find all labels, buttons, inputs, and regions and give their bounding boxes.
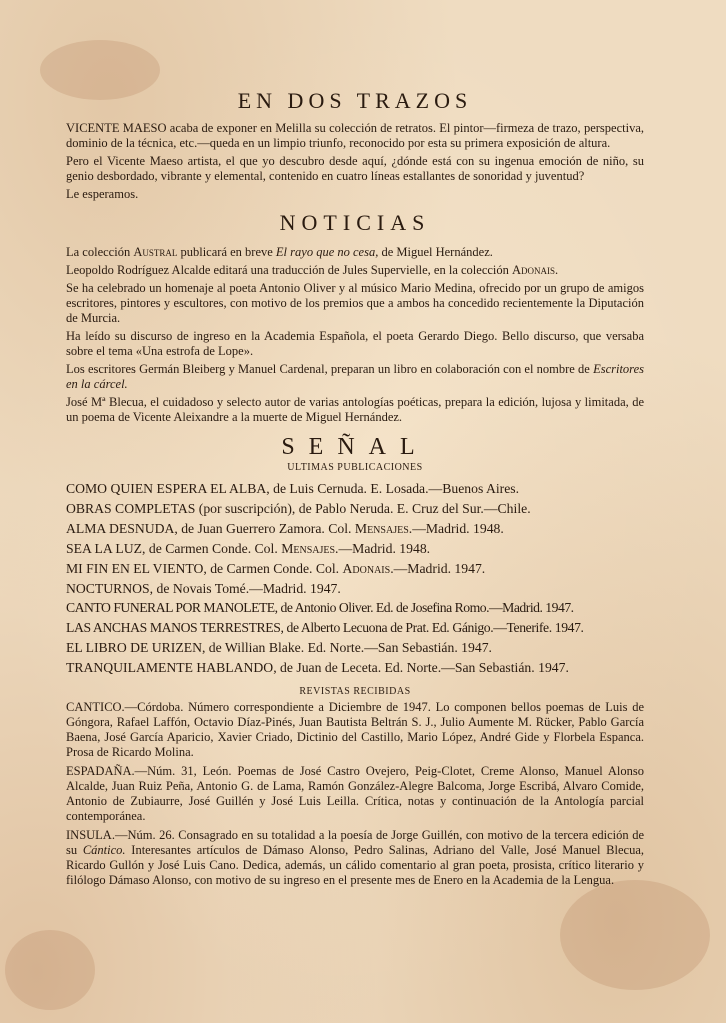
magazine-item: ESPADAÑA.—Núm. 31, León. Poemas de José Castro Ovejero, Peig-Clotet, Creme Alonso, Manuel Alonso Alcalde, Juan Ruiz Peña, Antonio G. de Lama, Ramón González-Alegre Balcoma, Jorge Escribá, Alvaro Comide, Antonio de Zubiaurre, José Guillén y José Luis Leilla. Crítica, notas y continuación de la Antología parcial contemporánea. [66, 764, 644, 824]
book-title: Cántico. [82, 843, 126, 858]
section-title-trazos: EN DOS TRAZOS [237, 88, 473, 113]
news-text: Leopoldo Rodríguez Alcalde editará una traducción de Jules Supervielle, en la colección [66, 263, 513, 277]
publication-text: LAS ANCHAS MANOS TERRESTRES, de Alberto Lecuona de Prat. Ed. Gánigo.—Tenerife. 1947. [66, 620, 584, 636]
publication-text: OBRAS COMPLETAS (por suscripción), de Pablo Neruda. E. Cruz del Sur.—Chile. [66, 500, 531, 516]
news-text: Los escritores Germán Bleiberg y Manuel Cardenal, preparan un libro en colaboración con el nombre de [66, 362, 594, 376]
news-item [66, 263, 644, 278]
news-item: José Mª Blecua, el cuidadoso y selecto autor de varias antologías poéticas, prepara la edición, lujosa y limitada, de un poema de Vicente Aleixandre a la muerte de Miguel Hernández. [66, 395, 644, 424]
publication-item [66, 519, 644, 539]
news-text: La colección [66, 245, 134, 259]
publication-text: .—Madrid. 1948. [408, 520, 504, 536]
publication-item [66, 499, 644, 519]
magazine-text: INSULA.—Núm. 26. Consagrado en su totalidad a la poesía de Jorge Guillén, con motivo de la tercera edición de su [66, 828, 644, 858]
subheading-magazines: REVISTAS RECIBIDAS [299, 686, 411, 698]
collection-name: Austral [133, 245, 178, 259]
publication-text: .—Madrid. 1947. [390, 560, 486, 576]
trazos-paragraph-2: Pero el Vicente Maeso artista, el que yo descubro desde aquí, ¿dónde está con su ingenua emoción de niño, su genio desbordado, vibrante y elemental, contenido en cuatro líneas estallantes de sonoridad y juventud? [66, 154, 644, 183]
publication-text: NOCTURNOS, de Novais Tomé.—Madrid. 1947. [66, 580, 341, 596]
magazine-item: CANTICO.—Córdoba. Número correspondiente a Diciembre de 1947. Lo componen bellos poemas de Luis de Góngora, Rafael Laffón, Octavio Díaz-Pinés, Juan Bautista Beltrán S. J., Julio Aumente M. Rücker, Pablo García Baena, José García Aparicio, Xavier Criado, Dictinio del Castillo, Mario López, André Gide y Florbela Espanca. Prosa de Ricardo Molina. [66, 700, 644, 760]
collection-name: Mensajes [354, 520, 409, 536]
publication-item [66, 539, 644, 559]
news-text: publicará en breve [177, 245, 276, 259]
publication-text: ALMA DESNUDA, de Juan Guerrero Zamora. Col. [66, 520, 355, 536]
news-text: . [555, 263, 559, 277]
publication-item [66, 598, 644, 618]
news-item: Se ha celebrado un homenaje al poeta Antonio Oliver y al músico Mario Medina, ofrecido por un grupo de amigos escritores, pintores y escultores, con motivo de los premios que a ambos ha concedido recientemente la Diputación de Murcia. [66, 281, 644, 325]
publication-text: MI FIN EN EL VIENTO, de Carmen Conde. Col. [66, 560, 343, 576]
collection-name: Adonais [342, 560, 391, 576]
paper-stain [5, 930, 95, 1010]
book-title: El rayo que no cesa, [275, 245, 379, 259]
publication-item [66, 618, 644, 638]
collection-name: Mensajes [281, 540, 336, 556]
publication-text: .—Madrid. 1948. [335, 540, 431, 556]
publication-item [66, 559, 644, 579]
subheading-publications: ULTIMAS PUBLICACIONES [287, 462, 423, 473]
artist-name: VICENTE MAESO [66, 121, 167, 135]
section-title-noticias: NOTICIAS [279, 210, 431, 235]
news-item [66, 245, 644, 260]
publication-text: COMO QUIEN ESPERA EL ALBA, de Luis Cernuda. E. Losada.—Buenos Aires. [66, 481, 520, 496]
publication-item [66, 479, 644, 499]
news-item: Ha leído su discurso de ingreso en la Academia Española, el poeta Gerardo Diego. Bello discurso, que versaba sobre el tema «Una estrofa de Lope». [66, 329, 644, 358]
magazine-text: Interesantes artículos de Dámaso Alonso, Pedro Salinas, Adriano del Valle, José Manuel Blecua, Ricardo Gullón y José Luis Cano. Dedica, además, un cálido comentario al gran poeta, prosista, crítico literario y filólogo Dámaso Alonso, con motivo de su ingreso en el presente mes de Enero en la Academia de la Lengua. [66, 843, 644, 888]
section-title-senal: SEÑAL [281, 434, 429, 460]
publication-text: EL LIBRO DE URIZEN, de Willian Blake. Ed. Norte.—San Sebastián. 1947. [66, 640, 492, 656]
publication-item [66, 579, 644, 599]
news-text: de Miguel Hernández. [378, 245, 493, 259]
trazos-paragraph-1 [66, 121, 644, 151]
paper-stain [560, 880, 710, 990]
publication-list [66, 479, 644, 678]
publication-text: CANTO FUNERAL POR MANOLETE, de Antonio Oliver. Ed. de Josefina Romo.—Madrid. 1947. [66, 600, 574, 616]
publication-text: SEA LA LUZ, de Carmen Conde. Col. [66, 540, 282, 556]
book-title: Escritores en la cárcel. [66, 362, 644, 391]
publication-item [66, 658, 644, 678]
trazos-paragraph-1-text: acaba de exponer en Melilla su colección de retratos. El pintor—firmeza de trazo, perspectiva, dominio de la técnica, etc.—queda en un limpio triunfo, reconocido por esta su primera exposición de altura. [66, 121, 644, 150]
publication-text: TRANQUILAMENTE HABLANDO, de Juan de Leceta. Ed. Norte.—San Sebastián. 1947. [66, 660, 569, 676]
news-item [66, 362, 644, 392]
trazos-paragraph-3: Le esperamos. [66, 187, 139, 201]
publication-item [66, 638, 644, 658]
magazine-item [66, 828, 644, 888]
collection-name: Adonais [512, 263, 556, 277]
page [66, 88, 644, 892]
